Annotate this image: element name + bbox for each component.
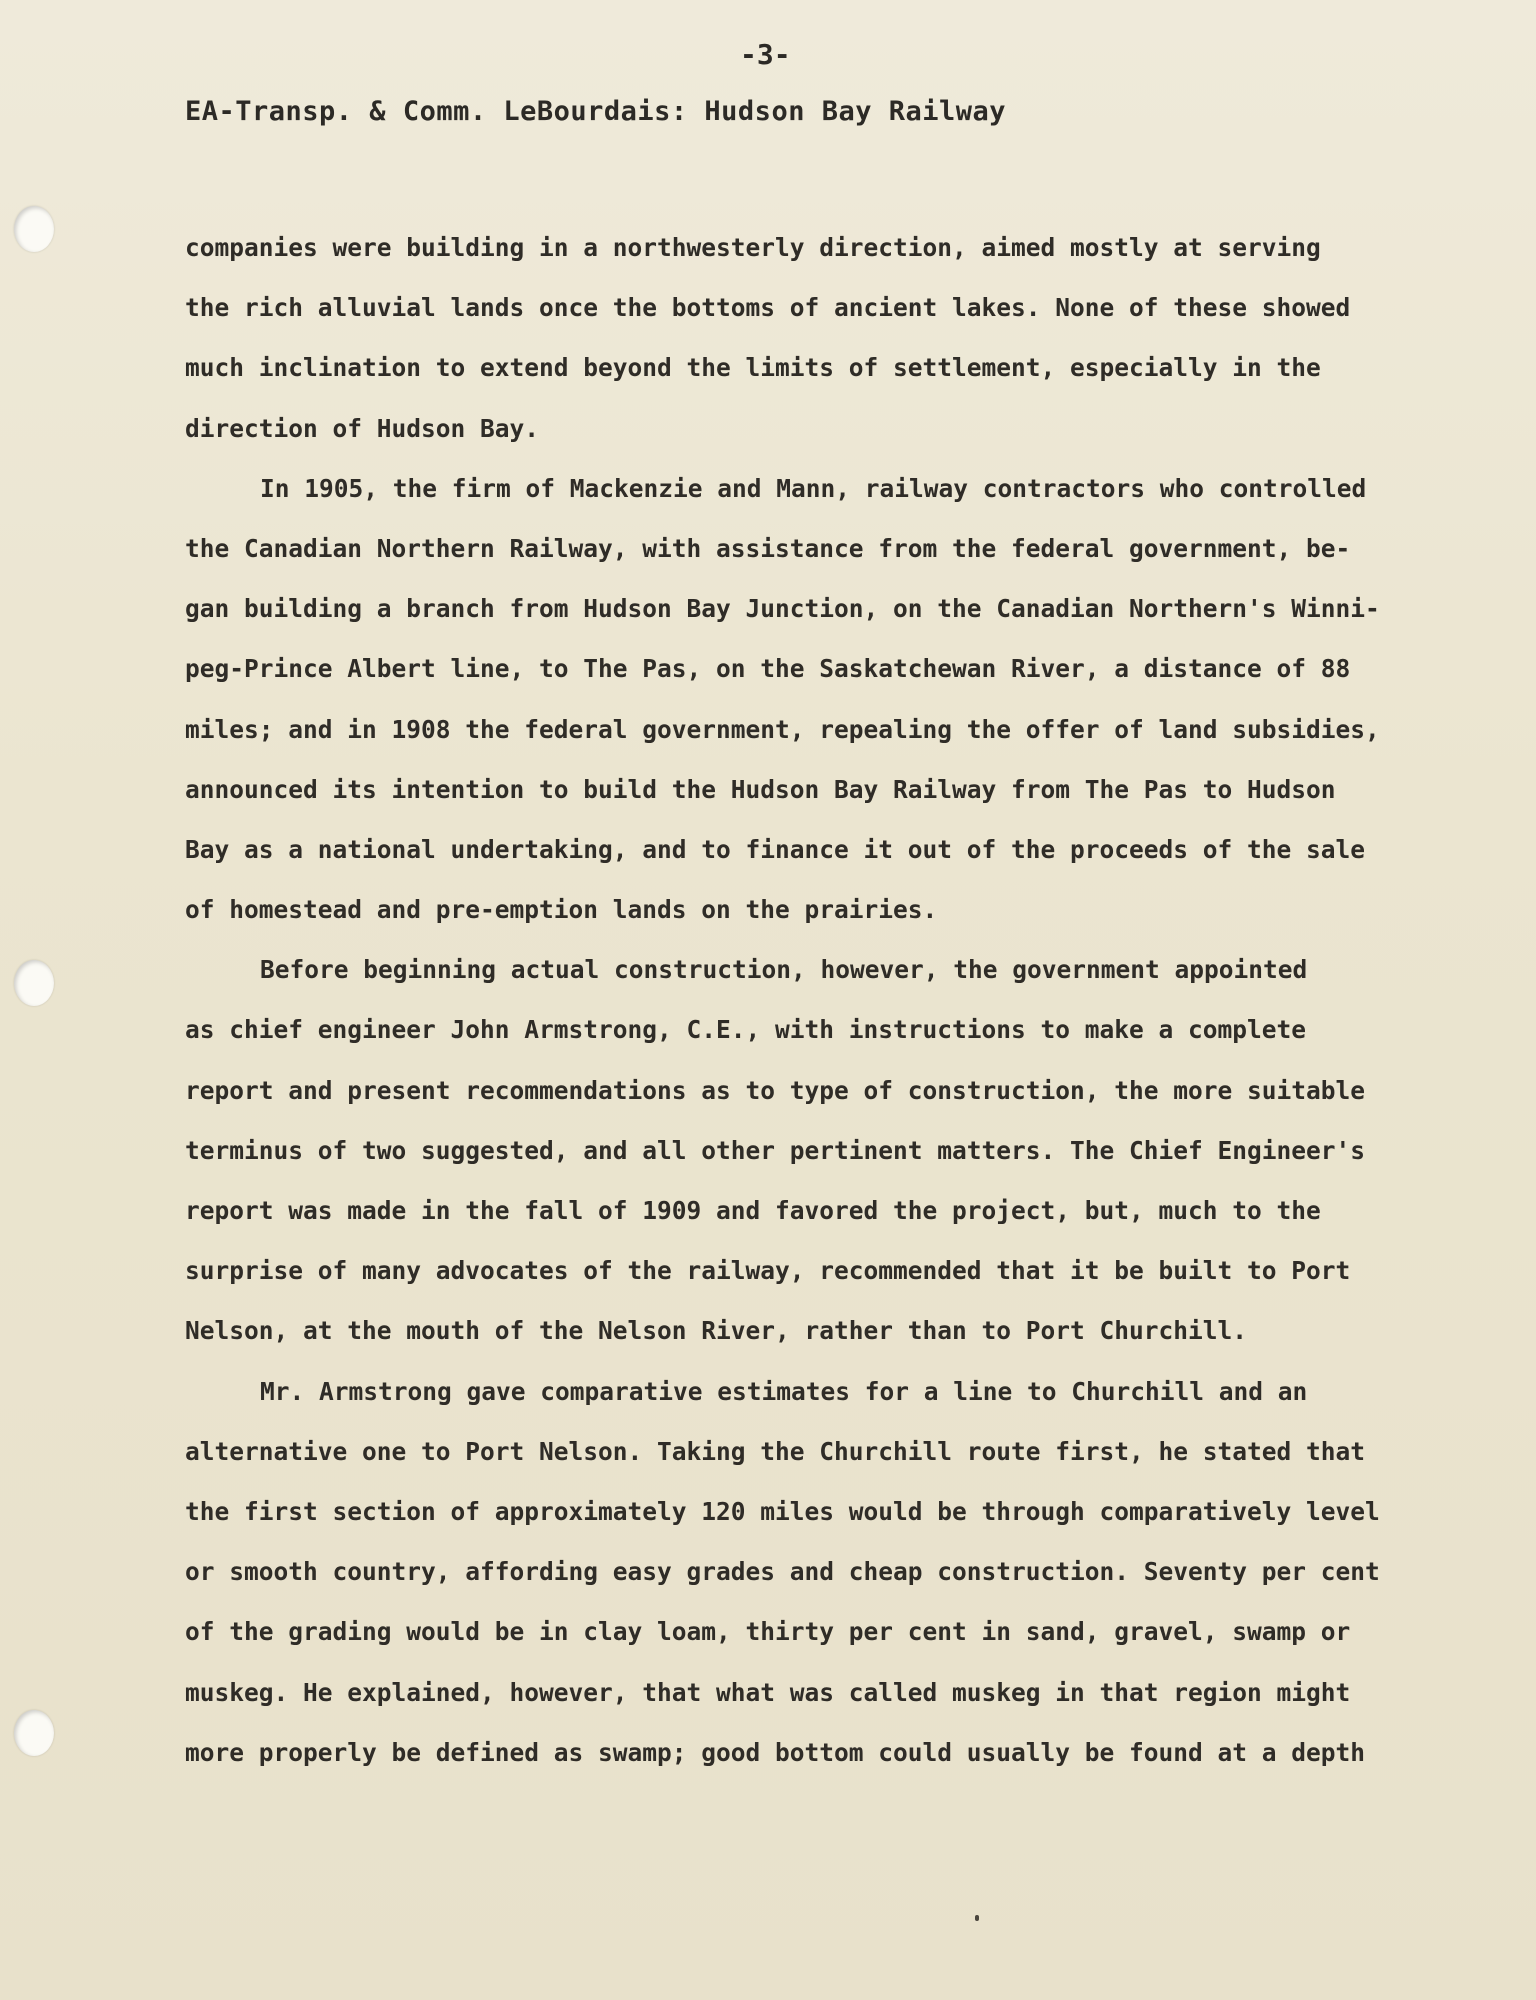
text-line: the Canadian Northern Railway, with assistance from the federal government, be- <box>185 533 1351 563</box>
text-line: report and present recommendations as to type of construction, the more suitable <box>185 1075 1366 1105</box>
text-line: Before beginning actual construction, however, the government appointed <box>260 955 1308 985</box>
text-line: companies were building in a northwesterly direction, aimed mostly at serving <box>185 233 1321 262</box>
text-line: miles; and in 1908 the federal government, repealing the offer of land subsidies, <box>185 714 1380 744</box>
text-line: the rich alluvial lands once the bottoms of ancient lakes. None of these showed <box>185 293 1351 323</box>
text-line: more properly be defined as swamp; good bottom could usually be found at a depth <box>185 1737 1366 1767</box>
text-line: announced its intention to build the Hudson Bay Railway from The Pas to Hudson <box>185 774 1336 804</box>
text-line: terminus of two suggested, and all other pertinent matters. The Chief Engineer's <box>185 1135 1366 1165</box>
punch-hole <box>14 206 54 252</box>
text-line: alternative one to Port Nelson. Taking the Churchill route first, he stated that <box>185 1436 1366 1466</box>
text-line: gan building a branch from Hudson Bay Junction, on the Canadian Northern's Winni- <box>185 594 1380 624</box>
text-line: Bay as a national undertaking, and to finance it out of the proceeds of the sale <box>185 834 1366 864</box>
text-line: muskeg. He explained, however, that what was called muskeg in that region might <box>185 1677 1351 1707</box>
ink-speck <box>975 1915 979 1921</box>
punch-hole <box>14 960 54 1006</box>
text-line: or smooth country, affording easy grades and cheap construction. Seventy per cent <box>185 1557 1380 1587</box>
text-line: surprise of many advocates of the railway, recommended that it be built to Port <box>185 1256 1351 1286</box>
text-line: peg-Prince Albert line, to The Pas, on the Saskatchewan River, a distance of 88 <box>185 654 1351 684</box>
text-line: direction of Hudson Bay. <box>185 413 540 443</box>
text-line: of the grading would be in clay loam, thirty per cent in sand, gravel, swamp or <box>185 1617 1351 1647</box>
text-line: the first section of approximately 120 miles would be through comparatively level <box>185 1496 1380 1526</box>
punch-hole <box>14 1710 54 1756</box>
text-line: Mr. Armstrong gave comparative estimates for a line to Churchill and an <box>260 1376 1308 1406</box>
text-line: In 1905, the firm of Mackenzie and Mann, railway contractors who controlled <box>260 473 1367 503</box>
text-line: of homestead and pre-emption lands on the prairies. <box>185 895 938 925</box>
page-number: -3- <box>740 38 791 71</box>
text-line: Nelson, at the mouth of the Nelson River, rather than to Port Churchill. <box>185 1316 1248 1346</box>
page-header: EA-Transp. & Comm. LeBourdais: Hudson Bay Railway <box>185 96 1007 127</box>
text-line: report was made in the fall of 1909 and favored the project, but, much to the <box>185 1196 1321 1225</box>
text-line: as chief engineer John Armstrong, C.E., with instructions to make a complete <box>185 1015 1307 1045</box>
text-line: much inclination to extend beyond the limits of settlement, especially in the <box>185 353 1321 383</box>
body-text <box>185 218 1425 1783</box>
